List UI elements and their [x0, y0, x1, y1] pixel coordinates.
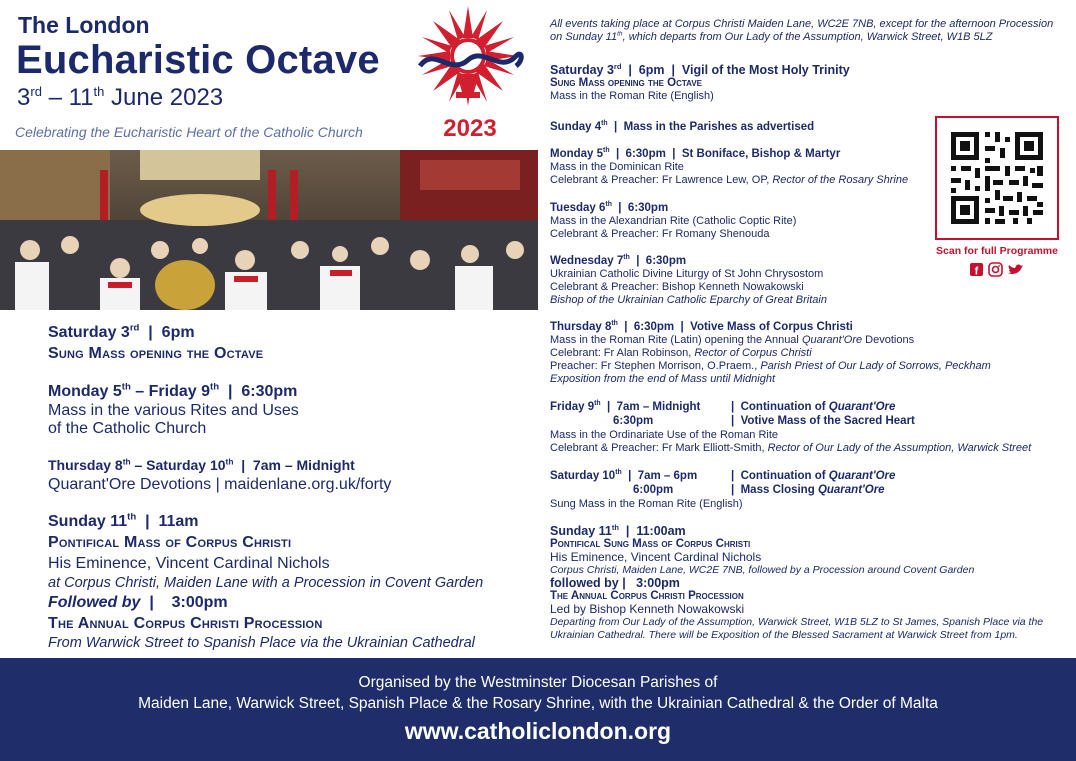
summary-sun-title: Pontifical Mass of Corpus Christi	[48, 534, 292, 551]
summary-thu-heading: Thursday 8th – Saturday 10th | 7am – Midnight	[48, 456, 355, 473]
summary-thu-text: Quarant'Ore Devotions | maidenlane.org.uk/forty	[48, 476, 392, 493]
logo-year: 2023	[443, 115, 497, 142]
footer-parishes: Maiden Lane, Warwick Street, Spanish Place & the Rosary Shrine, with the Ukrainian Cathedral & the Order of Malta	[138, 695, 938, 712]
sunburst-monstrance-icon	[412, 4, 528, 144]
facebook-icon[interactable]	[970, 263, 983, 278]
programme-intro: All events taking place at Corpus Christi Maiden Lane, WC2E 7NB, except for the afternoon Procession on Sunday 11th, which departs from Our Lady of the Assumption, Warwick Street, W1B 5LZ	[550, 18, 1054, 43]
qr-code-icon	[937, 118, 1057, 238]
summary-followed: Followed by | 3:00pm	[48, 594, 228, 611]
procession-photo-icon	[0, 150, 538, 310]
title-small: The London	[18, 12, 150, 38]
social-icons	[968, 262, 1032, 278]
summary-mon-text1: Mass in the various Rites and Uses	[48, 402, 299, 419]
event-thu-8: Thursday 8th | 6:30pm | Votive Mass of Corpus Christi Mass in the Roman Rite (Latin) opening the Annual Quarant'Ore Devotions Celebrant: Fr Alan Robinson, Rector of Corpus Christi Preacher: Fr Stephen Morrison, O.Praem., Parish Priest of Our Lady of Sorrows, Peckham Exposition from the end of Mass until Midnight	[550, 320, 991, 385]
instagram-icon[interactable]	[989, 263, 1002, 276]
event-dates: 3rd – 11th June 2023	[17, 84, 224, 111]
summary-sat-title: Sung Mass opening the Octave	[48, 345, 264, 362]
qr-code[interactable]	[935, 116, 1059, 240]
event-wed-7: Wednesday 7th | 6:30pm Ukrainian Catholic Divine Liturgy of St John Chrysostom Celebrant & Preacher: Bishop Kenneth Nowakowski Bishop of the Ukrainian Catholic Eparchy of Great Britain	[550, 254, 827, 306]
summary-sun-italic: at Corpus Christi, Maiden Lane with a Procession in Covent Garden	[48, 575, 484, 591]
twitter-icon[interactable]	[1008, 265, 1023, 274]
footer-organised-by: Organised by the Westminster Diocesan Parishes of	[358, 674, 718, 691]
octave-logo	[412, 4, 528, 144]
event-sun-11: Sunday 11th | 11:00am Pontifical Sung Mass of Corpus Christi His Eminence, Vincent Cardinal Nichols Corpus Christi, Maiden Lane, WC2E 7NB, followed by a Procession around Covent Garden followed by | 3:00pm The Annual Corpus Christi Procession Led by Bishop Kenneth Nowakowski Departing from Our Lady of the Assumption, Warwick Street, W1B 5LZ to St James, Spanish Place via the Ukrainian Cathedral. There will be Exposition of the Blessed Sacrament at Warwick Street from 1pm.	[550, 522, 1044, 641]
qr-caption: Scan for full Programme	[936, 245, 1058, 257]
summary-proc-italic: From Warwick Street to Spanish Place via the Ukrainian Cathedral	[48, 635, 475, 651]
page-title: Eucharistic Octave	[16, 38, 380, 82]
event-tue-6: Tuesday 6th | 6:30pm Mass in the Alexandrian Rite (Catholic Coptic Rite) Celebrant & Preacher: Fr Romany Shenouda	[550, 201, 797, 240]
summary-mon-heading: Monday 5th – Friday 9th | 6:30pm	[48, 381, 298, 400]
subtitle: Celebrating the Eucharistic Heart of the Catholic Church	[15, 124, 363, 140]
footer-url-link[interactable]: www.catholiclondon.org	[404, 718, 672, 744]
event-sat-3: Saturday 3rd | 6pm | Vigil of the Most Holy Trinity Sung Mass opening the Octave Mass in the Roman Rite (English)	[550, 61, 850, 102]
footer	[0, 658, 1076, 761]
svg-text:f: f	[974, 265, 979, 278]
summary-proc-title: The Annual Corpus Christi Procession	[48, 615, 323, 632]
event-mon-5: Monday 5th | 6:30pm | St Boniface, Bishop & Martyr Mass in the Dominican Rite Celebrant & Preacher: Fr Lawrence Lew, OP, Rector of the Rosary Shrine	[550, 147, 909, 186]
summary-sun-text: His Eminence, Vincent Cardinal Nichols	[48, 555, 330, 572]
summary-sun-heading: Sunday 11th | 11am	[48, 511, 199, 530]
event-sun-4: Sunday 4th | Mass in the Parishes as advertised	[550, 120, 815, 133]
event-sat-10: Saturday 10th | 7am – 6pm | Continuation of Quarant'Ore 6:00pm | Mass Closing Quarant'Ore Sung Mass in the Roman Rite (English)	[550, 469, 896, 510]
procession-photo	[0, 150, 538, 310]
event-fri-9: Friday 9th | 7am – Midnight | Continuation of Quarant'Ore 6:30pm | Votive Mass of the Sacred Heart Mass in the Ordinariate Use of the Roman Rite Celebrant & Preacher: Fr Mark Elliott-Smith, Rector of Our Lady of the Assumption, Warwick Street	[550, 400, 1032, 454]
summary-mon-text2: of the Catholic Church	[48, 420, 207, 437]
summary-sat-heading: Saturday 3rd | 6pm	[48, 322, 195, 341]
